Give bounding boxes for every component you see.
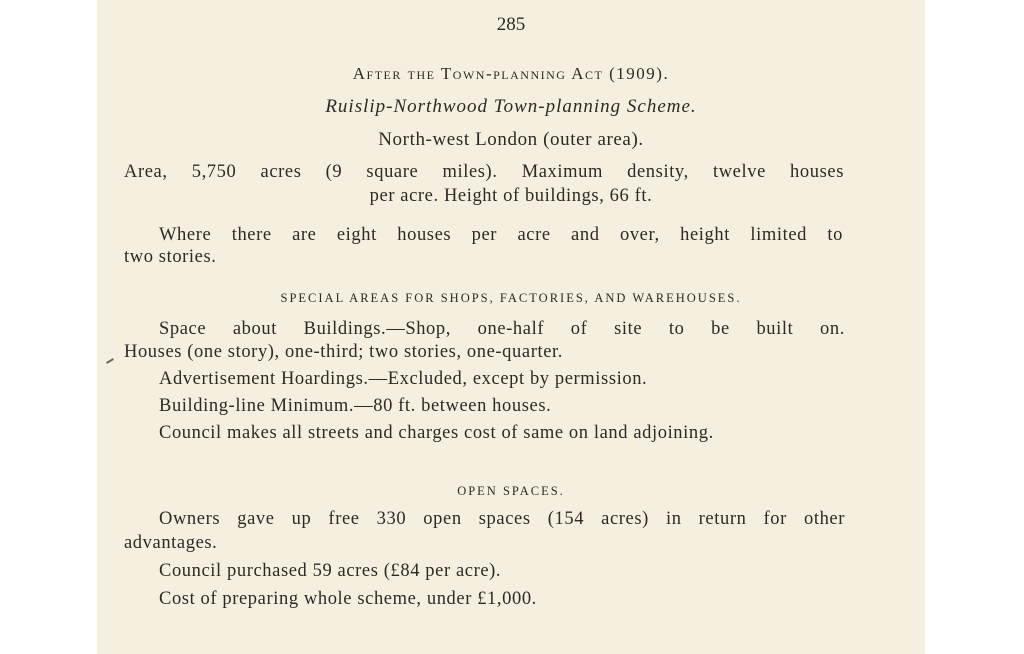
scheme-cost: Cost of preparing whole scheme, under £1,000. <box>159 589 537 609</box>
space-about-buildings-line-1: Space about Buildings.—Shop, one-half of site to be built on. <box>159 319 845 339</box>
advertisement-hoardings: Advertisement Hoardings.—Excluded, except by permission. <box>159 369 648 389</box>
space-about-buildings-line-2: Houses (one story), one-third; two stories, one-quarter. <box>124 342 563 362</box>
council-streets: Council makes all streets and charges cost of same on land adjoining. <box>159 423 714 443</box>
owners-line-1: Owners gave up free 330 open spaces (154 acres) in return for other <box>159 509 845 529</box>
where-line-1: Where there are eight houses per acre and over, height limited to <box>159 225 843 245</box>
owners-line-2: advantages. <box>124 533 218 553</box>
building-line-minimum: Building-line Minimum.—80 ft. between houses. <box>159 396 552 416</box>
area-line-1: Area, 5,750 acres (9 square miles). Maximum density, twelve houses <box>124 162 844 182</box>
margin-mark <box>106 358 114 364</box>
location-line: North-west London (outer area). <box>378 129 644 150</box>
where-line-2: two stories. <box>124 247 217 267</box>
page-heading: After the Town-planning Act (1909). <box>352 64 670 83</box>
section-heading-open-spaces: OPEN SPACES. <box>457 484 565 498</box>
section-heading-special-areas: SPECIAL AREAS FOR SHOPS, FACTORIES, AND WAREHOUSES. <box>280 291 742 305</box>
area-line-2: per acre. Height of buildings, 66 ft. <box>369 186 653 206</box>
council-purchased: Council purchased 59 acres (£84 per acre). <box>159 561 502 581</box>
scheme-title: Ruislip-Northwood Town-planning Scheme. <box>325 96 697 117</box>
page-number: 285 <box>496 14 526 35</box>
book-page <box>97 0 925 654</box>
